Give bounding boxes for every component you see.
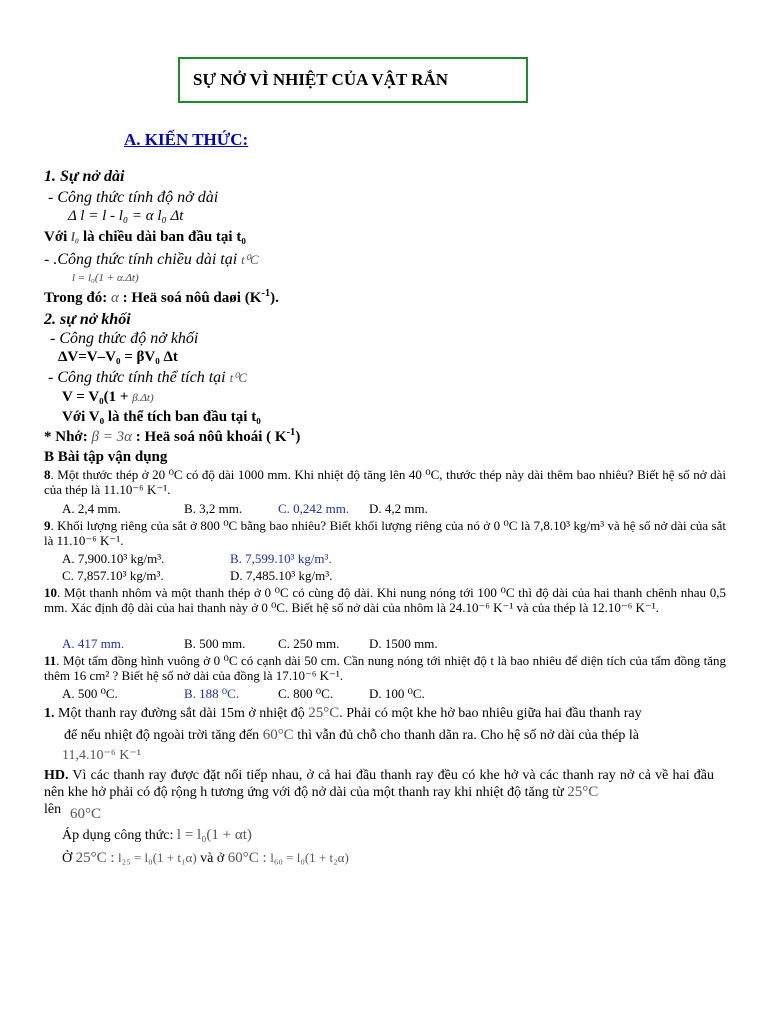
s2-heading: 2. sự nở khối	[44, 311, 131, 328]
hd-at-formulas: Ở 25°C : l₂₅ = l₀(1 + t₁α) và ở 60°C : l₆₀ = l₀(1 + t₂α)	[62, 850, 349, 866]
s2-formula: ΔV=V–V₀ = βV₀ Δt	[58, 349, 178, 365]
s1-length-formula: l = l₀(1 + α.Δt)	[72, 272, 139, 284]
q10-option-a: A. 417 mm.	[62, 636, 125, 651]
hd-apply: Áp dụng công thức: l = l₀(1 + αt)	[62, 827, 252, 843]
s1-where: Trong đó: α : Heä soá nôû daøi $(K^{-1})$.	[44, 288, 279, 306]
hd-len: lên	[44, 802, 62, 817]
q11-text: 11. Một tấm đồng hình vuông ở 0 ⁰C có cạnh dài 50 cm. Cần nung nóng tới nhiệt độ t là bao nhiêu để diện tích của tấm đồng tăng thêm 16 cm² ? Biết hệ số nở dài của đồng là 17.10⁻⁶ K⁻¹.	[44, 653, 726, 683]
q8-option-c: C. 0,242 mm.	[278, 501, 350, 516]
s1-formula-label: - Công thức tính độ nở dài	[48, 189, 219, 206]
q1-line-1: 1. Một thanh ray đường sắt dài 15m ở nhiệt độ 25°C. Phải có một khe hở bao nhiêu giữa hai đầu thanh ray	[44, 705, 642, 721]
q11-option-c: C. 800 ⁰C.	[278, 686, 334, 701]
hd-text: HD. Vì các thanh ray được đặt nối tiếp nhau, ở cả hai đầu thanh ray đều có khe hở và các thanh ray nở cả về hai đầu nên khe hở phải có độ rộng h tương ứng với độ nở dài của một thanh ray khi nhiệt độ tăng từ 25°C	[44, 768, 714, 800]
q8-option-d: D. 4,2 mm.	[369, 501, 428, 516]
s1-length-label: - .Công thức tính chiều dài tại t⁰C	[44, 251, 259, 268]
q8-text: 8. Một thước thép ở 20 ⁰C có độ dài 1000 mm. Khi nhiệt độ tăng lên 40 ⁰C, thước thép này dài thêm bao nhiêu? Biết hệ số nở dài của thép là 11.10⁻⁶ K⁻¹.	[44, 467, 726, 497]
q9-option-d: D. 7,485.10³ kg/m³.	[230, 568, 333, 583]
section-b-heading: B Bài tập vận dụng	[44, 449, 168, 465]
s2-volume-formula: V = V₀(1 + β.Δt)	[62, 389, 154, 405]
section-a-heading: A. KIẾN THỨC:	[124, 130, 249, 149]
s2-formula-label: - Công thức độ nở khối	[50, 330, 199, 347]
q11-option-a: A. 500 ⁰C.	[62, 686, 118, 701]
s1-formula: Δ l = l - l₀ = α l₀ Δt	[68, 208, 184, 224]
q1-line-2: để nếu nhiệt độ ngoài trời tăng đến 60°C thì vẫn đủ chỗ cho thanh dãn ra. Cho hệ số nở dài của thép là	[64, 727, 639, 743]
q9-option-a: A. 7,900.10³ kg/m³.	[62, 551, 165, 566]
q9-option-c: C. 7,857.10³ kg/m³.	[62, 568, 164, 583]
s1-heading: 1. Sự nở dài	[44, 168, 125, 185]
q10-option-d: D. 1500 mm.	[369, 636, 438, 651]
hd-t2: 60°C	[70, 806, 102, 822]
q11-option-d: D. 100 ⁰C.	[369, 686, 425, 701]
s2-with-v0: Với V₀ là thể tích ban đầu tại t₀	[62, 409, 261, 425]
page-title: SỰ NỞ VÌ NHIỆT CỦA VẬT RẮN	[193, 70, 449, 89]
s2-note: * Nhớ: β = 3α : Heä soá nôû khoái ( $K^{-1}$)	[44, 427, 301, 445]
q10-option-b: B. 500 mm.	[184, 636, 246, 651]
q10-option-c: C. 250 mm.	[278, 636, 340, 651]
s2-volume-label: - Công thức tính thể tích tại t⁰C	[48, 369, 248, 386]
page-title-box	[178, 57, 528, 103]
q8-option-a: A. 2,4 mm.	[62, 501, 121, 516]
q10-text: 10. Một thanh nhôm và một thanh thép ở 0 ⁰C có cùng độ dài. Khi nung nóng tới 100 ⁰C thì độ dài của hai thanh chênh nhau 0,5 mm. Xác định độ dài của hai thanh này ở 0 ⁰C. Biết hệ số nở dài của nhôm là 24.10⁻⁶ K⁻¹ và của thép là 12.10⁻⁶ K⁻¹.	[44, 585, 726, 615]
q1-coef: 11,4.10⁻⁶ K⁻¹	[62, 748, 141, 763]
q9-text: 9. Khối lượng riêng của sắt ở 800 ⁰C bằng bao nhiêu? Biết khối lượng riêng của nó ở 0 ⁰C là 7,8.10³ kg/m³ và hệ số nở dài của sắt là 11.10⁻⁶ K⁻¹.	[44, 518, 726, 548]
q9-option-b: B. 7,599.10³ kg/m³.	[230, 551, 332, 566]
q11-option-b: B. 188 ⁰C.	[184, 686, 240, 701]
s1-with-l0: Với l₀ là chiều dài ban đầu tại t₀	[44, 229, 246, 245]
q8-option-b: B. 3,2 mm.	[184, 501, 243, 516]
